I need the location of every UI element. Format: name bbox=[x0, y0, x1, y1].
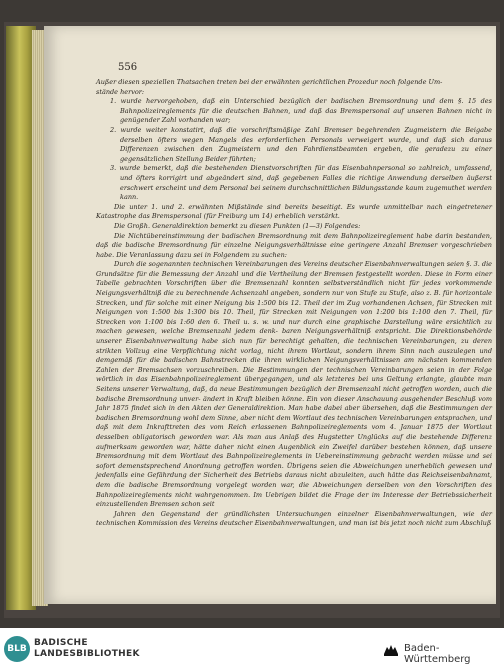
library-name-line1: BADISCHE bbox=[34, 638, 88, 648]
text-line: Kommission des Vereins deutscher Eisenbahnverwaltungen, und man ist bis jetzt noch nicht zum Abschluß bbox=[137, 519, 492, 528]
text-line: zugemuthet werden kann. bbox=[120, 183, 492, 202]
list-item-3 bbox=[110, 164, 492, 202]
text-line: Die Großh. Generaldirektion bemerkt zu diesen Punkten (1—3) Folgendes: bbox=[114, 221, 361, 230]
text-line: Die unter 1. und 2. erwähnten Mißstände sind bereits beseitigt. Es wurde unmittelbar nach eingetretener bbox=[114, 202, 492, 211]
paragraph bbox=[96, 510, 492, 529]
text-line: bestanden, daß die badische Bremsordnung für einzelne Neigungsverhältnisse eine geringere Anzahl Bremser bbox=[96, 231, 492, 250]
text-line: §. 15 des Bahnpolizeireglements für die deutschen Bahnen, und daß das Bremspersonal auf unseren bbox=[120, 97, 492, 115]
footer-bar bbox=[0, 628, 504, 670]
text-line: berechtigt gehalten, die technischen Vereinbarungen, zu deren strikten Vollzug eine Verpflichtung nicht vorlag, bbox=[96, 337, 493, 355]
state-name: Baden-Württemberg bbox=[404, 643, 471, 665]
text-line: §. 3. die Grundsätze für die Bemessung der Anzahl und die Vertheilung der Bremsen festgestellt worden. bbox=[96, 260, 492, 278]
text-line: 3. wurde bemerkt, daß die bestehenden Dienstvorschriften für das Eisenbahnpersonal so zahlreich, umfassend, bbox=[110, 164, 492, 173]
text-line: vorgeschrieben habe. Die Veranlassung dazu sei in Folgendem zu suchen: bbox=[96, 241, 492, 259]
text-line: und nur durch eine graphische Darstellung wäre ersichtlich zu machen gewesen, welche Bremsenzahl jedem denk- bbox=[96, 317, 492, 336]
text-line: baren Neigungsverhältniß entspricht. Die Direktionsbehörde unserer Eisenbahnverwaltung habe sich nun für bbox=[96, 327, 492, 346]
text-line: desselben obligatorisch geworden war. Als man aus Anlaß des Hugstetter Unglücks auf die bestehende bbox=[96, 432, 459, 441]
page-number: 556 bbox=[118, 62, 138, 73]
text-line: neue Bestimmungen bezüglich der Bremsenzahl nicht getroffen worden, auch die badische Bremsordnung unver- bbox=[96, 385, 492, 403]
text-line: Im Uebrigen bildet die Frage der im Interesse der Betriebssicherheit einzustellenden Bremsen schon seit bbox=[96, 490, 492, 509]
text-line: müsse und sei sofort demenstsprechend Anordnung getroffen worden. Übrigens seien die Abweichungen unerheblich bbox=[96, 452, 493, 470]
text-line: Diese in Form einer Tabelle gebrachten Vorschriften über die Bremsenzahl konnten selbstverständlich nicht für bbox=[96, 269, 492, 288]
text-line: mit Neigungen von 1:200 bis 1:100 den 7. Theil, für Strecken von 1:100 bis 1:60 den 6. Theil u. s. w. bbox=[96, 308, 492, 326]
text-line: stände hervor: bbox=[96, 87, 145, 96]
text-line: daß unsere Bremsordnung mit dem Wortlaut des Bahnpolizeireglements in Uebereinstimmung gebracht werden bbox=[96, 442, 492, 461]
text-line: Außer diesen speziellen Thatsachen treten bei der erwähnten gerichtlichen Prozedur noch folgende Um- bbox=[96, 78, 443, 86]
text-line: ihren wirklichen Neigungsverhältnissen am nächsten kommenden Zahlen der Bremsachsen vorzuschreiben. Die bbox=[96, 356, 492, 374]
text-line: jedes vorkommende Neigungsverhältniß die zu berechnende Achsenzahl angeben, sondern nur von Stufe zu bbox=[96, 279, 492, 298]
text-line: Bestimmungen der technischen Vereinbarungen seien in der Folge wörtlich in das Eisenbahnpolizeireglement bbox=[96, 365, 492, 384]
text-line: äußerst erschwert erscheint und dem Personal bei seinem durchschnittlichen Bildungsstande kaum bbox=[120, 173, 492, 192]
text-line: nicht ihrem Wortlaut, sondern ihrem Sinn nach auszulegen und demgemäß für die badischen Bahnstrecken die bbox=[96, 346, 492, 365]
text-line: im Zug vorhandenen Achsen, für Strecken mit Neigungen von 1:500 bis 1:300 bis 10. Theil, für Strecken bbox=[96, 298, 492, 317]
paragraph bbox=[96, 203, 492, 222]
list-item-1 bbox=[110, 97, 492, 126]
text-line: sich daraus Differenzen zwischen den Zugmeistern und den Fahrdienstbeamten ergeben, die geradezu bbox=[120, 135, 492, 154]
text-line: Jahren den Gegenstand der gründlichsten Untersuchungen einzelner Eisenbahnverwaltungen, wie der technischen bbox=[96, 509, 492, 528]
blb-logo-icon: BLB bbox=[4, 636, 30, 662]
text-line: Beigabe derselben öfters wegen Mangels des erforderlichen Personals verweigert wurde, und daß bbox=[120, 125, 493, 144]
numbered-list bbox=[96, 97, 492, 203]
text-line: Stufe, also z. B. für horizontale Strecken, und für solche mit einer Neigung bis 1:500 bis 12. Theil der bbox=[96, 289, 492, 307]
text-line: in den Akten der Generaldirektion. Man habe dabei aber übersehen, daß die Bestimmungen der badischen bbox=[96, 404, 492, 422]
library-name bbox=[34, 638, 140, 660]
text-line: Bahnen nicht in genügender Zahl vorhanden war; bbox=[120, 106, 492, 125]
text-line: Katastrophe das Bremspersonal (für Freiburg um 14) erheblich verstärkt. bbox=[96, 212, 340, 221]
text-line: Durch die sogenannten technischen Vereinbarungen des Vereins deutscher Eisenbahnverwaltungen seien bbox=[114, 260, 465, 269]
text-line: 2. wurde weiter konstatirt, daß die vorschriftsmäßige Zahl Bremser begehrenden Zugmeistern die bbox=[110, 125, 461, 134]
text-line: und öfters korrigirt und abgeändert sind, daß gegebenen Falles die richtige Anwendung derselben bbox=[120, 173, 464, 182]
paragraph bbox=[96, 260, 492, 509]
text-line: mit dem Inkrafttreten des vom Reich erlassenen Bahnpolizeireglements vom 4. Januar 1875 der Wortlaut bbox=[112, 423, 492, 432]
text-line: gewesen und jedenfalls eine Gefährdung der Sicherheit des Betriebs daraus nicht abzuleiten, auch hätte das bbox=[96, 461, 492, 480]
baden-wuerttemberg-lions-icon bbox=[382, 642, 400, 658]
text-line: zu einer gegensätzlichen Stellung Beider führten; bbox=[120, 145, 492, 163]
text-line: Differenz aufmerksam geworden war, hätte daher nicht einen Augenblick ein Zweifel darüber bestehen können, bbox=[96, 432, 492, 451]
list-item-2 bbox=[110, 126, 492, 164]
text-line: Die Nichtübereinstimmung der badischen Bremsordnung mit dem Bahnpolizeireglement habe darin bbox=[114, 231, 453, 240]
page-text bbox=[96, 78, 492, 529]
text-line: 1. wurde hervorgehoben, daß ein Unterschied bezüglich der badischen Bremsordnung und dem bbox=[110, 97, 454, 106]
paragraph bbox=[96, 232, 492, 261]
text-line: übergegangen, und als letzteres bei uns Geltung erlangte, glaubte man Seitens unserer Verwaltung, daß, da bbox=[96, 375, 492, 393]
text-line: Reichseisenbahnamt, dem die badische Bremsordnung vorgelegt worden war, die Abweichungen derselben von den bbox=[96, 471, 492, 489]
text-line: ändert in Kraft bleiben könne. Ein von dieser Anschauung ausgehender Beschluß vom Jahr 1875 findet sich bbox=[96, 394, 492, 413]
text-line: Bremsordnung wohl dem Sinne, aber nicht dem Wortlaut des technischen Vereinbarungen entsprachen, und daß bbox=[96, 413, 492, 432]
text-line: Vorschriften des Bahnpolizeireglements nicht wahrgenommen. bbox=[96, 480, 492, 499]
library-name-line2: LANDESBIBLIOTHEK bbox=[34, 649, 140, 659]
